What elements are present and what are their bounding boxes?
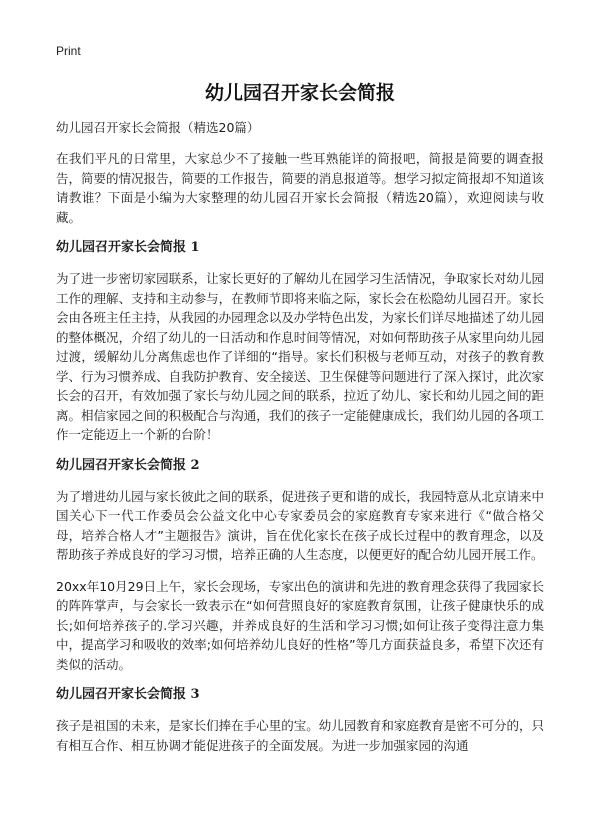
document-body: [56, 118, 544, 767]
section-3-paragraph-1: 孩子是祖国的未来，是家长们捧在手心里的宝。幼儿园教育和家庭教育是密不可分的，只有相互合作、相互协调才能促进孩子的全面发展。为进一步加强家园的沟通: [56, 718, 544, 753]
intro-paragraph: 在我们平凡的日常里，大家总少不了接触一些耳熟能详的简报吧，简报是简要的调查报告，简要的情况报告，简要的工作报告，简要的消息报道等。想学习拟定简报却不知道该请教谁？下面是小编为大家整理的幼儿园召开家长会简报（精选20篇），欢迎阅读与收藏。: [56, 151, 544, 225]
page-title: 幼儿园召开家长会简报: [204, 82, 395, 104]
section-2-paragraph-1: 为了增进幼儿园与家长彼此之间的联系，促进孩子更和谐的成长，我园特意从北京请来中国关心下一代工作委员会公益文化中心专家委员会的家庭教育专家来进行《“做合格父母，培养合格人才”主题报告》演讲，旨在优化家长在孩子成长过程中的教育理念，以及帮助孩子养成良好的学习习惯，培养正确的人生态度，以便更好的配合幼儿园开展工作。: [56, 488, 544, 562]
section-heading-3: 幼儿园召开家长会简报 3: [56, 687, 200, 702]
section-heading-2: 幼儿园召开家长会简报 2: [56, 457, 200, 473]
section-heading-1: 幼儿园召开家长会简报 1: [56, 240, 200, 255]
section-1-paragraph-1: 为了进一步密切家园联系，让家长更好的了解幼儿在园学习生活情况，争取家长对幼儿园工作的理解、支持和主动参与，在教师节即将来临之际，家长会在松隐幼儿园召开。家长会由各班主任主持，从我园的办园理念以及办学特色出发，为家长们详尽地描述了幼儿园的整体概况，介绍了幼儿的一日活动和作息时间等情况，对如何帮助孩子从家里向幼儿园过渡，缓解幼儿分离焦虑也作了详细的“指导。家长们积极与老师互动，对孩子的教育教学、行为习惯养成、自我防护教育、安全接送、卫生保健等问题进行了深入探讨，此次家长会的召开，有效加强了家长与幼儿园之间的联系，拉近了幼儿、家长和幼儿园之间的距离。相信家园之间的积极配合与沟通，我们的孩子一定能健康成长，我们幼儿园的各项工作一定能迈上一个新的台阶！: [56, 271, 544, 442]
print-link[interactable]: Print: [56, 44, 81, 58]
subtitle: 幼儿园召开家长会简报（精选20篇）: [56, 120, 260, 135]
section-2-paragraph-2: 20xx年10月29日上午，家长会现场，专家出色的演讲和先进的教育理念获得了我园家长的阵阵掌声，与会家长一致表示在“如何营照良好的家庭教育氛围，让孩子健康快乐的成长;如何培养孩子的.学习兴趣，并养成良好的生活和学习习惯;如何让孩子变得注意力集中，提高学习和吸收的效率;如何培养幼儿良好的性格”等几方面获益良多，希望下次还有类似的活动。: [56, 578, 544, 672]
